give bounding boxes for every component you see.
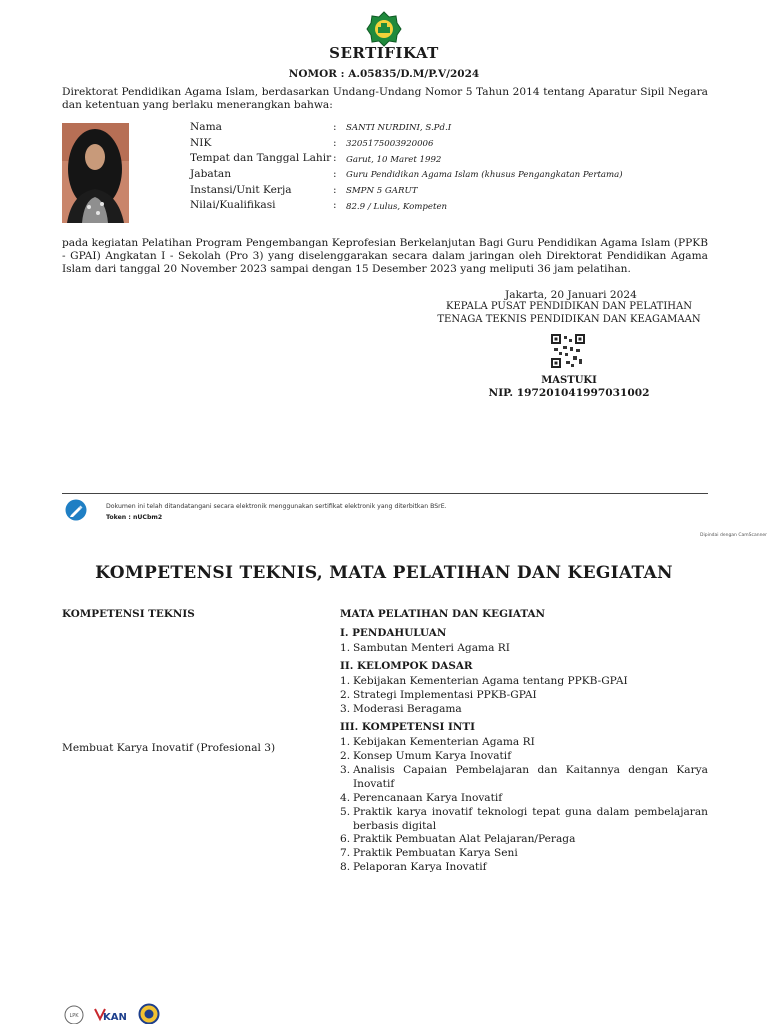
list-item: 3. Moderasi Beragama <box>340 703 462 715</box>
bsre-pen-icon <box>65 499 87 521</box>
value-nilai: 82.9 / Lulus, Kompeten <box>346 202 448 212</box>
subjects-column-header: MATA PELATIHAN DAN KEGIATAN <box>340 608 546 620</box>
value-nik: 3205175003920006 <box>346 139 434 149</box>
intro-paragraph: Direktorat Pendidikan Agama Islam, berdasarkan Undang-Undang Nomor 5 Tahun 2014 tentang Aparatur Sipil Negara dan ketentuan yang berlaku menerangkan bahwa: <box>62 86 708 111</box>
value-instansi: SMPN 5 GARUT <box>346 186 418 196</box>
colon: : <box>333 121 337 133</box>
list-item: 2. Strategi Implementasi PPKB-GPAI <box>340 689 537 701</box>
label-nilai: Nilai/Kualifikasi <box>190 199 276 211</box>
label-nama: Nama <box>190 121 222 133</box>
list-item: 1. Kebijakan Kementerian Agama tentang PPKB-GPAI <box>340 675 628 687</box>
colon: : <box>333 168 337 180</box>
electronic-signature-note: Dokumen ini telah ditandatangani secara elektronik menggunakan sertifikat elektronik yang diterbitkan BSrE. <box>106 503 447 510</box>
certificate-number: NOMOR : A.05835/D.M/P.V/2024 <box>288 68 480 80</box>
colon: : <box>333 184 337 196</box>
seal-logo-icon <box>140 1005 159 1024</box>
list-item: 1. Kebijakan Kementerian Agama RI <box>340 736 535 748</box>
label-jabatan: Jabatan <box>190 168 232 180</box>
label-nik: NIK <box>190 137 212 149</box>
list-item: 8. Pelaporan Karya Inovatif <box>340 861 487 873</box>
section-heading: I. PENDAHULUAN <box>340 627 447 639</box>
lpk-logo-icon <box>65 1006 83 1024</box>
colon: : <box>333 199 337 211</box>
colon: : <box>333 152 337 164</box>
token-text: Token : nUCbm2 <box>106 514 163 521</box>
signer-title-line1: KEPALA PUSAT PENDIDIKAN DAN PELATIHAN <box>446 301 692 312</box>
kemenag-emblem-icon <box>366 11 402 47</box>
training-description: pada kegiatan Pelatihan Program Pengembangan Keprofesian Berkelanjutan Bagi Guru Pendidikan Agama Islam (PPKB - GPAI) Angkatan I - Sekolah (Pro 3) yang diselenggarakan secara dalam jaringan oleh Direktorat Pendidikan Agama Islam dari tanggal 20 November 2023 sampai dengan 15 Desember 2023 yang meliputi 36 jam pelatihan. <box>62 237 708 275</box>
section-heading: III. KOMPETENSI INTI <box>340 721 475 733</box>
qr-code-icon <box>551 334 585 368</box>
section-heading: II. KELOMPOK DASAR <box>340 660 473 672</box>
competency-page-title: KOMPETENSI TEKNIS, MATA PELATIHAN DAN KEGIATAN <box>95 563 673 583</box>
list-item: 3. Analisis Capaian Pembelajaran dan Kaitannya dengan Karya Inovatif <box>340 764 708 790</box>
accreditation-logos <box>62 1003 172 1024</box>
value-birth: Garut, 10 Maret 1992 <box>346 155 442 165</box>
competency-value: Membuat Karya Inovatif (Profesional 3) <box>62 742 276 754</box>
participant-photo <box>62 123 129 223</box>
list-item: 1. Sambutan Menteri Agama RI <box>340 642 510 654</box>
signer-nip: NIP. 197201041997031002 <box>488 387 650 399</box>
competency-column-header: KOMPETENSI TEKNIS <box>62 608 195 620</box>
label-birth: Tempat dan Tanggal Lahir <box>190 152 332 164</box>
kan-logo-icon <box>95 1009 127 1023</box>
signature-date: Jakarta, 20 Januari 2024 <box>505 289 637 301</box>
certificate-title: SERTIFIKAT <box>329 44 439 62</box>
colon: : <box>333 137 337 149</box>
footer-divider <box>62 493 708 494</box>
list-item: 4. Perencanaan Karya Inovatif <box>340 792 503 804</box>
list-item: 5. Praktik karya inovatif teknologi tepat guna dalam pembelajaran berbasis digital <box>340 806 708 832</box>
list-item: 6. Praktik Pembuatan Alat Pelajaran/Peraga <box>340 833 576 845</box>
list-item: 7. Praktik Pembuatan Karya Seni <box>340 847 518 859</box>
logo-text-kan: KAN <box>103 1012 127 1023</box>
label-instansi: Instansi/Unit Kerja <box>190 184 292 196</box>
list-item: 2. Konsep Umum Karya Inovatif <box>340 750 512 762</box>
signer-title-line2: TENAGA TEKNIS PENDIDIKAN DAN KEAGAMAAN <box>437 314 701 325</box>
signer-name: MASTUKI <box>541 375 597 386</box>
camscanner-note: Dipindai dengan CamScanner <box>700 533 768 538</box>
logo-text-lpk: LPK <box>69 1013 79 1019</box>
value-jabatan: Guru Pendidikan Agama Islam (khusus Pengangkatan Pertama) <box>346 170 623 180</box>
value-nama: SANTI NURDINI, S.Pd.I <box>346 123 452 133</box>
